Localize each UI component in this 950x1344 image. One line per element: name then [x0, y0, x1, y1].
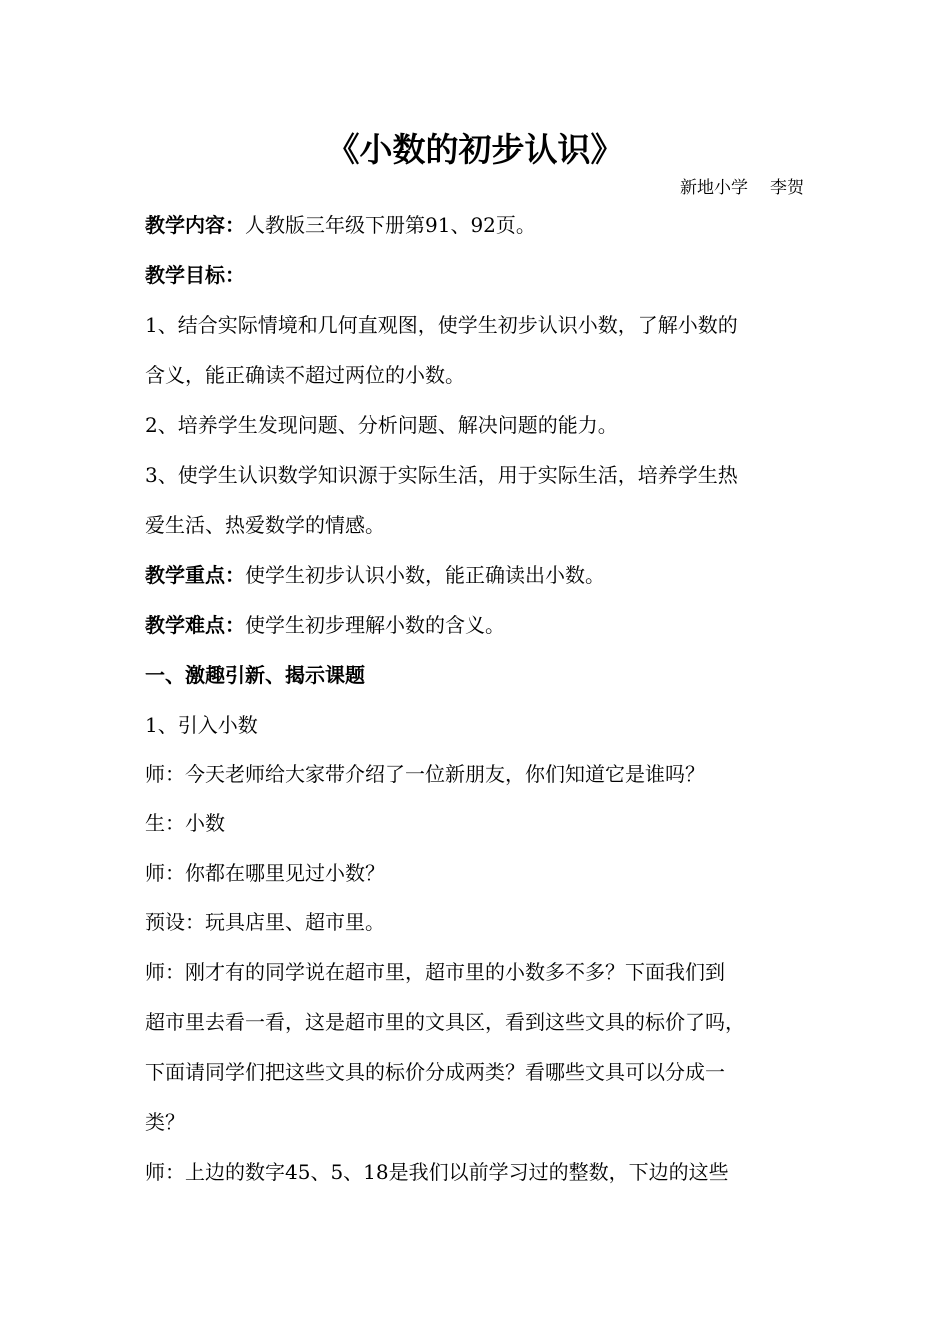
dialogue-line: 师：你都在哪里见过小数？	[145, 861, 385, 885]
teaching-content	[145, 210, 810, 240]
teaching-goals-label: 教学目标：	[145, 263, 245, 287]
dialogue-line: 预设：玩具店里、超市里。	[145, 910, 385, 934]
section-heading-1: 一、激趣引新、揭示课题	[145, 663, 365, 687]
goal-2: 2、培养学生发现问题、分析问题、解决问题的能力。	[145, 413, 618, 437]
difficulty-text: 使学生初步理解小数的含义。	[245, 613, 505, 637]
dialogue-line: 师：刚才有的同学说在超市里，超市里的小数多不多？下面我们到	[145, 960, 725, 984]
difficulty-label: 教学难点：	[145, 613, 245, 637]
dialogue-line: 师：今天老师给大家带介绍了一位新朋友，你们知道它是谁吗？	[145, 762, 705, 786]
teaching-content-label: 教学内容：	[145, 213, 245, 237]
teaching-content-text: 人教版三年级下册第91、92页。	[245, 213, 536, 237]
subsection-heading-1: 1、引入小数	[145, 713, 258, 737]
dialogue-line: 类？	[145, 1110, 185, 1134]
goal-1-line-2: 含义，能正确读不超过两位的小数。	[145, 363, 465, 387]
dialogue-line: 师：上边的数字45、5、18是我们以前学习过的整数，下边的这些	[145, 1160, 729, 1184]
teaching-key-point	[145, 560, 810, 590]
dialogue-line: 生：小数	[145, 811, 225, 835]
author-name: 李贺	[770, 178, 804, 198]
key-point-label: 教学重点：	[145, 563, 245, 587]
goal-1-line-1: 1、结合实际情境和几何直观图，使学生初步认识小数，了解小数的	[145, 313, 738, 337]
document-title: 《小数的初步认识》	[326, 130, 624, 169]
author-line	[680, 176, 804, 200]
key-point-text: 使学生初步认识小数，能正确读出小数。	[245, 563, 605, 587]
dialogue-line: 下面请同学们把这些文具的标价分成两类？看哪些文具可以分成一	[145, 1060, 725, 1084]
dialogue-line: 超市里去看一看，这是超市里的文具区，看到这些文具的标价了吗，	[145, 1010, 745, 1034]
goal-3-line-1: 3、使学生认识数学知识源于实际生活，用于实际生活，培养学生热	[145, 463, 738, 487]
author-school: 新地小学	[680, 178, 748, 198]
goal-3-line-2: 爱生活、热爱数学的情感。	[145, 513, 385, 537]
teaching-difficulty	[145, 610, 810, 640]
